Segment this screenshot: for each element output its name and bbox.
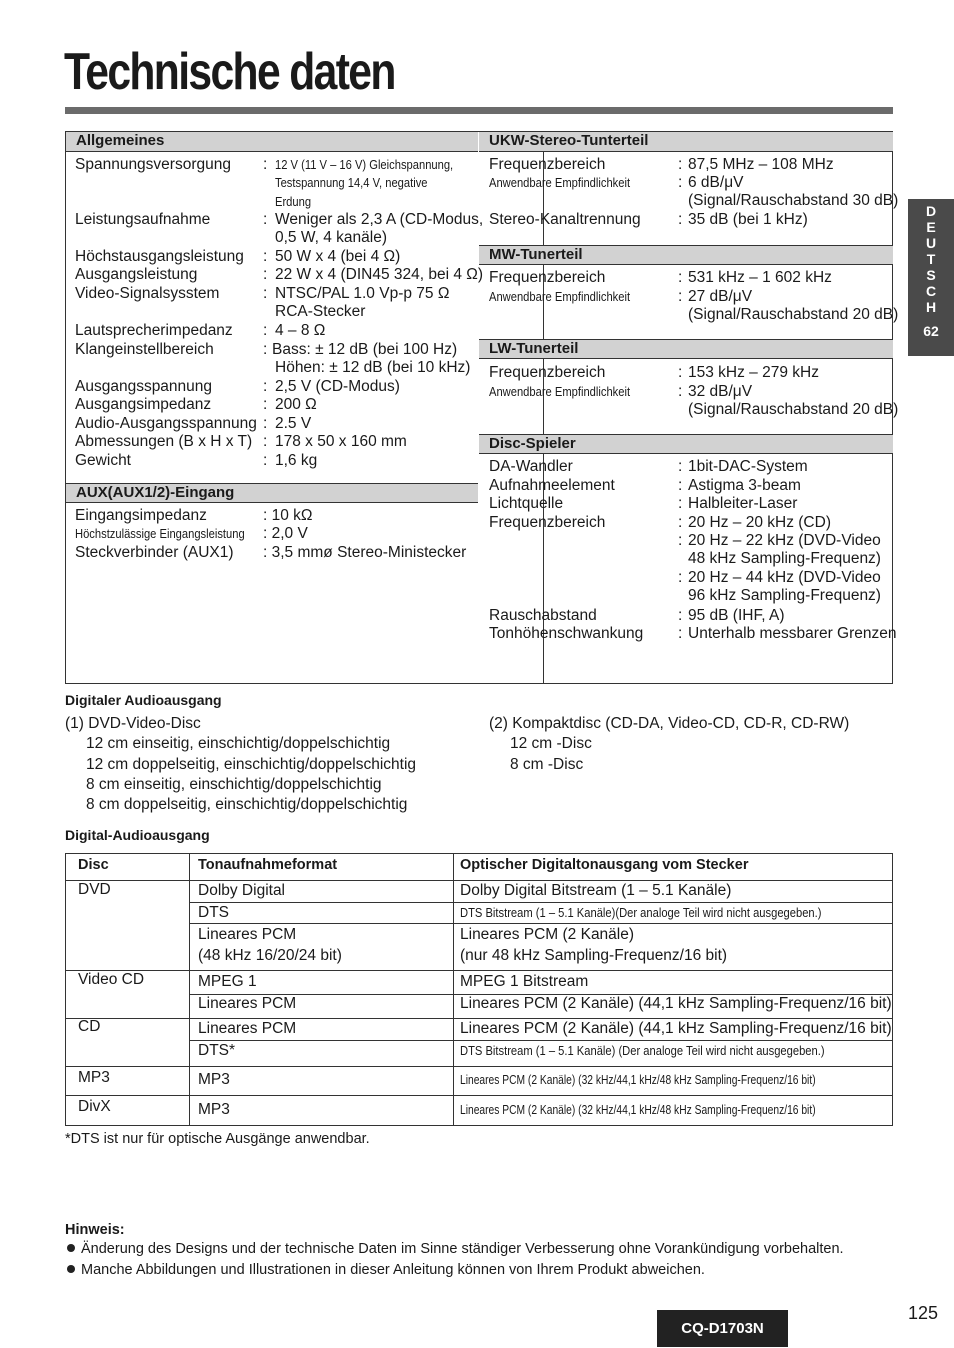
output-cell: DTS Bitstream (1 – 5.1 Kanäle) (Der analoge Teil wird nicht ausgegeben.) <box>460 1043 825 1058</box>
spec-value: (Signal/Rauschabstand 30 dB) <box>688 192 899 210</box>
spec-value: 2,5 V (CD-Modus) <box>275 378 400 395</box>
format-cell: MP3 <box>198 1071 230 1088</box>
disc-cell: Video CD <box>78 971 145 988</box>
section-heading-allgemeines: Allgemeines <box>66 132 478 152</box>
page-title: Technische daten <box>64 43 395 101</box>
list-item: 12 cm doppelseitig, einschichtig/doppelschichtig <box>86 756 417 773</box>
spec-value: 20 Hz – 22 kHz (DVD-Video <box>688 532 881 549</box>
spec-value: 32 dB/μV <box>688 383 753 400</box>
title-rule <box>65 107 893 114</box>
spec-value: 2.5 V <box>275 415 312 432</box>
section-heading-mw: MW-Tunerteil <box>479 245 893 265</box>
output-cell: MPEG 1 Bitstream <box>460 973 589 990</box>
spec-label: Anwendbare Empfindlichkeit <box>489 384 631 399</box>
spec-label: Abmessungen (B x H x T) <box>75 433 253 450</box>
spec-label: Lichtquelle <box>489 495 564 512</box>
disc-cell: MP3 <box>78 1069 110 1086</box>
spec-value: 200 Ω <box>275 396 317 413</box>
spec-value: (Signal/Rauschabstand 20 dB) <box>688 401 899 419</box>
list-item: 12 cm -Disc <box>510 735 592 752</box>
spec-value: 48 kHz Sampling-Frequenz) <box>688 550 881 568</box>
output-cell: Dolby Digital Bitstream (1 – 5.1 Kanäle) <box>460 882 732 899</box>
spec-value: RCA-Stecker <box>275 303 366 321</box>
spec-value: 10 kΩ <box>271 507 313 524</box>
spec-label: Höchstausgangsleistung <box>75 248 244 265</box>
format-cell: MPEG 1 <box>198 973 257 990</box>
spec-label: Frequenzbereich <box>489 514 606 531</box>
spec-value: 531 kHz – 1 602 kHz <box>688 269 832 286</box>
spec-label: Tonhöhenschwankung <box>489 625 644 642</box>
spec-label: Anwendbare Empfindlichkeit <box>489 289 631 304</box>
footnote: *DTS ist nur für optische Ausgänge anwendbar. <box>65 1131 370 1147</box>
spec-value: 4 – 8 Ω <box>275 322 326 339</box>
format-cell: Dolby Digital <box>198 882 286 899</box>
list-item: 8 cm doppelseitig, einschichtig/doppelschichtig <box>86 796 408 813</box>
note-text: Änderung des Designs und der technische Daten im Sinne ständiger Verbesserung ohne Vorankündigung vorbehalten. <box>81 1241 844 1257</box>
output-cell: DTS Bitstream (1 – 5.1 Kanäle)(Der analoge Teil wird nicht ausgegeben.) <box>460 905 822 920</box>
spec-value: 1,6 kg <box>275 452 318 469</box>
spec-label: Leistungsaufnahme <box>75 211 211 228</box>
side-tab-letter: E <box>926 219 936 235</box>
spec-value: 20 Hz – 44 kHz (DVD-Video <box>688 569 881 586</box>
spec-value: 20 Hz – 20 kHz (CD) <box>688 514 831 531</box>
spec-label: Ausgangsimpedanz <box>75 396 212 413</box>
note-text: Manche Abbildungen und Illustrationen in dieser Anleitung können von Ihrem Produkt abweichen. <box>81 1262 705 1278</box>
format-cell: (48 kHz 16/20/24 bit) <box>198 947 342 964</box>
spec-label: Spannungsversorgung <box>75 156 231 173</box>
list-item: 8 cm einseitig, einschichtig/doppelschichtig <box>86 776 382 793</box>
spec-value: Weniger als 2,3 A (CD-Modus, <box>275 211 484 228</box>
section-heading-disc: Disc-Spieler <box>479 434 893 454</box>
bullet-icon <box>67 1265 75 1273</box>
spec-value: 35 dB (bei 1 kHz) <box>688 211 808 228</box>
digital-audio-table <box>65 853 893 1126</box>
spec-label: Klangeinstellbereich <box>75 341 214 358</box>
section-heading-digital-audio-out: Digitaler Audioausgang <box>65 692 222 708</box>
spec-value: 178 x 50 x 160 mm <box>275 433 407 450</box>
disc-cell: CD <box>78 1018 101 1035</box>
side-tab-letter: S <box>926 267 936 283</box>
note-item <box>67 1241 844 1257</box>
format-cell: DTS <box>198 904 229 921</box>
spec-value: 95 dB (IHF, A) <box>688 607 785 624</box>
side-tab-letter: H <box>925 299 937 315</box>
spec-value: 3,5 mmø Stereo-Ministecker <box>271 544 467 561</box>
dvd-video-disc-title: (1) DVD-Video-Disc <box>65 715 201 732</box>
spec-value: Höhen: ± 12 dB (bei 10 kHz) <box>275 359 471 377</box>
spec-value: Bass: ± 12 dB (bei 100 Hz) <box>272 341 458 358</box>
output-cell: (nur 48 kHz Sampling-Frequenz/16 bit) <box>460 947 728 964</box>
spec-label: Video-Signalsysstem <box>75 285 220 302</box>
section-heading-ukw: UKW-Stereo-Tunterteil <box>479 132 893 152</box>
format-cell: Lineares PCM <box>198 1020 297 1037</box>
output-cell: Lineares PCM (2 Kanäle) (44,1 kHz Sampling-Frequenz/16 bit) <box>460 1020 892 1037</box>
spec-value: 96 kHz Sampling-Frequenz) <box>688 587 881 605</box>
spec-label: Frequenzbereich <box>489 364 606 381</box>
side-tab-number: 62 <box>923 323 939 339</box>
column-header-format: Tonaufnahmeformat <box>198 857 338 873</box>
spec-value: 1bit-DAC-System <box>688 458 808 475</box>
spec-label: Eingangsimpedanz <box>75 507 207 524</box>
spec-label: Stereo-Kanaltrennung <box>489 211 641 228</box>
spec-value: 22 W x 4 (DIN45 324, bei 4 Ω) <box>275 266 484 283</box>
spec-label: Steckverbinder (AUX1) <box>75 544 234 561</box>
spec-label: Frequenzbereich <box>489 269 606 286</box>
side-tab-letter: C <box>925 283 937 299</box>
specifications-box: Allgemeines AUX(AUX1/2)-Eingang UKW-Stereo-Tunterteil MW-Tunerteil LW-Tunerteil Disc-Spieler Spannungsversorgung : 12 V (11 V – 16 V) Gleichspannung, Testspannung 14,4 V, negative Erdung Leistungsaufnahme : Weniger als 2,3 A (CD-Modus, 0,5 W, 4 kanäle) Höchstausgangsleistung : 50 W x 4 (bei 4 Ω) Ausgangsleistung : 22 W x 4 (DIN45 324, bei 4 Ω) Video-Signalsysstem : NTSC/PAL 1.0 Vp-p 75 Ω RCA-Stecker Lautsprecherimpedanz : 4 – 8 Ω Klangeinstellbereich : Bass: ± 12 dB (bei 100 Hz) Höhen: ± 12 dB (bei 10 kHz) Ausgangsspannung : 2,5 V (CD-Modus) Ausgangsimpedanz : 200 Ω Audio-Ausgangsspannung : 2.5 V Abmessungen (B x H x T) : 178 x 50 x 160 mm Gewicht : 1,6 kg Eingangsimpedanz : 10 kΩ Höchstzulässige Eingangsleistung : 2,0 V Steckverbinder (AUX1) : 3,5 mmø Stereo-Ministecker Frequenzbereich : 87,5 MHz – 108 MHz Anwendbare Empfindlichkeit : 6 dB/μV (Signal/Rauschabstand 30 dB) Stereo-Kanaltrennung : 35 dB (bei 1 kHz) Frequenzbereich : 531 kHz – 1 602 kHz Anwendbare Empfindlichkeit : 27 dB/μV (Signal/Rauschabstand 20 dB) Frequenzbereich : 153 kHz – 279 kHz Anwendbare Empfindlichkeit : 32 dB/μV (Signal/Rauschabstand 20 dB) DA-Wandler : 1bit-DAC-System Aufnahmeelement : Astigma 3-beam Lichtquelle : Halbleiter-Laser Frequenzbereich : 20 Hz – 20 kHz (CD) : 20 Hz – 22 kHz (DVD-Video 48 kHz Sampling-Frequenz) : 20 Hz – 44 kHz (DVD-Video 96 kHz Sampling-Frequenz) Rauschabstand : 95 dB (IHF, A) Tonhöhenschwankung : Unterhalb messbarer Grenzen <box>65 131 893 684</box>
compact-disc-title: (2) Kompaktdisc (CD-DA, Video-CD, CD-R, CD-RW) <box>489 715 850 732</box>
spec-value: 27 dB/μV <box>688 288 753 305</box>
output-cell: Lineares PCM (2 Kanäle) <box>460 926 635 943</box>
section-heading-digital-table: Digital-Audioausgang <box>65 827 210 843</box>
format-cell: Lineares PCM <box>198 995 297 1012</box>
spec-label: Ausgangsspannung <box>75 378 213 395</box>
spec-value: 50 W x 4 (bei 4 Ω) <box>275 248 401 265</box>
output-cell: Lineares PCM (2 Kanäle) (32 kHz/44,1 kHz/48 kHz Sampling-Frequenz/16 bit) <box>460 1102 816 1117</box>
note-item <box>67 1262 705 1278</box>
bullet-icon <box>67 1244 75 1252</box>
spec-value: Testspannung 14,4 V, negative <box>275 175 428 191</box>
format-cell: DTS* <box>198 1042 236 1059</box>
format-cell: MP3 <box>198 1101 230 1118</box>
output-cell: Lineares PCM (2 Kanäle) (32 kHz/44,1 kHz/48 kHz Sampling-Frequenz/16 bit) <box>460 1072 816 1087</box>
spec-value: Erdung <box>275 193 312 209</box>
spec-label: Aufnahmeelement <box>489 477 615 494</box>
output-cell: Lineares PCM (2 Kanäle) (44,1 kHz Sampling-Frequenz/16 bit) <box>460 995 892 1012</box>
spec-value: Unterhalb messbarer Grenzen <box>688 625 897 642</box>
spec-value: NTSC/PAL 1.0 Vp-p 75 Ω <box>275 285 450 302</box>
list-item: 12 cm einseitig, einschichtig/doppelschichtig <box>86 735 391 752</box>
spec-label: DA-Wandler <box>489 458 573 475</box>
spec-label: Lautsprecherimpedanz <box>75 322 233 339</box>
section-heading-aux: AUX(AUX1/2)-Eingang <box>66 483 478 503</box>
spec-value: 153 kHz – 279 kHz <box>688 364 819 381</box>
model-badge: CQ-D1703N <box>657 1310 788 1347</box>
page-number: 125 <box>908 1303 939 1323</box>
disc-cell: DivX <box>78 1098 111 1115</box>
notes-heading: Hinweis: <box>65 1222 125 1238</box>
language-side-tab <box>908 199 954 356</box>
spec-label: Gewicht <box>75 452 131 469</box>
spec-value: 2,0 V <box>271 525 308 542</box>
column-header-output: Optischer Digitaltonausgang vom Stecker <box>460 857 749 873</box>
format-cell: Lineares PCM <box>198 926 297 943</box>
spec-value: Astigma 3-beam <box>688 477 801 494</box>
spec-label: Ausgangsleistung <box>75 266 198 283</box>
spec-value: 87,5 MHz – 108 MHz <box>688 156 834 173</box>
side-tab-letter: D <box>925 203 937 219</box>
spec-label: Anwendbare Empfindlichkeit <box>489 175 631 190</box>
spec-value: 6 dB/μV <box>688 174 744 191</box>
disc-cell: DVD <box>78 881 111 898</box>
section-heading-lw: LW-Tunerteil <box>479 339 893 359</box>
list-item: 8 cm -Disc <box>510 756 584 773</box>
spec-value: Halbleiter-Laser <box>688 495 798 512</box>
spec-value: 0,5 W, 4 kanäle) <box>275 229 388 247</box>
spec-label: Audio-Ausgangsspannung <box>75 415 257 432</box>
side-tab-letter: U <box>925 235 937 251</box>
side-tab-letter: T <box>926 251 936 267</box>
spec-value: (Signal/Rauschabstand 20 dB) <box>688 306 899 324</box>
spec-value: 12 V (11 V – 16 V) Gleichspannung, <box>275 157 454 172</box>
spec-label: Frequenzbereich <box>489 156 606 173</box>
spec-label: Höchstzulässige Eingangsleistung <box>75 526 245 541</box>
column-header-disc: Disc <box>78 857 109 873</box>
spec-label: Rauschabstand <box>489 607 597 624</box>
